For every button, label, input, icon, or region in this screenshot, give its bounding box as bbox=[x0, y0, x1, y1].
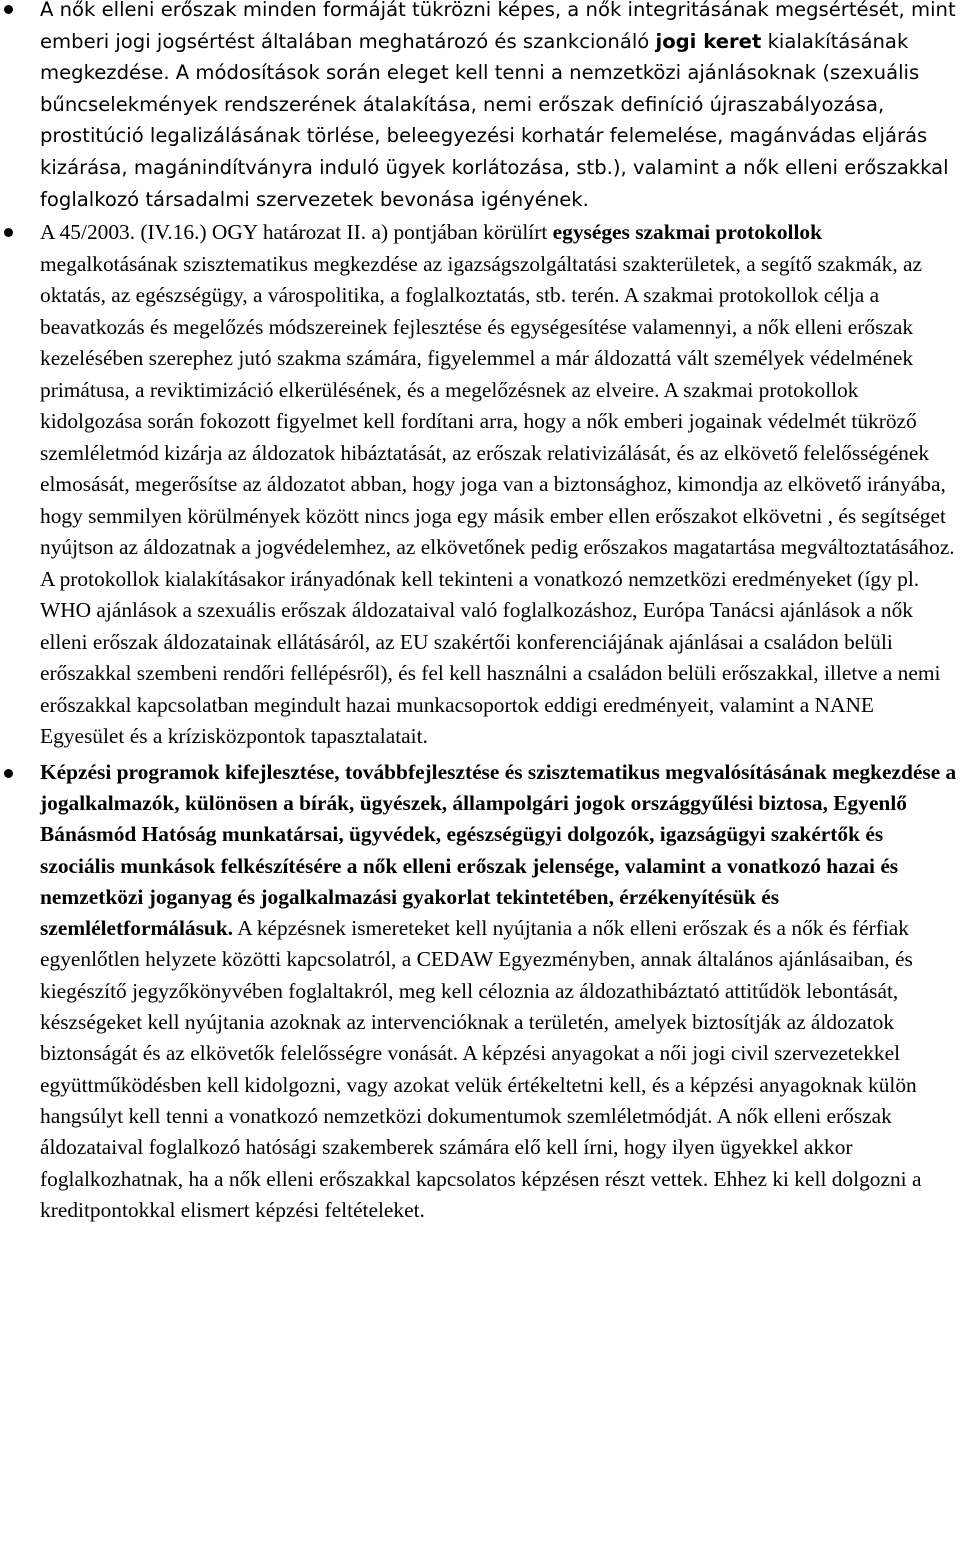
text-segment: A nők elleni erőszak minden formáját tükrözni képes, a nők integritásának megsértését, mint emberi jogi jogsértést általában meghatározó és szankcionáló bbox=[40, 0, 956, 53]
paragraph-professional-protocols bbox=[40, 217, 958, 753]
list-item-training-programs bbox=[0, 757, 960, 1226]
paragraph-legal-framework bbox=[40, 0, 958, 215]
bullet-marker bbox=[4, 769, 13, 778]
text-segment: A 45/2003. (IV.16.) OGY határozat II. a) pontjában körülírt bbox=[40, 220, 553, 245]
bold-phrase: jogi keret bbox=[655, 29, 762, 53]
list-item-legal-framework bbox=[0, 0, 960, 215]
bold-phrase: egységes szakmai protokollok bbox=[552, 220, 823, 245]
paragraph-training-programs bbox=[40, 757, 958, 1226]
bullet-marker bbox=[4, 5, 13, 14]
text-segment: A képzésnek ismereteket kell nyújtania a nők elleni erőszak és a nők és férfiak egyenlőtlen helyzete közötti kapcsolatról, a CEDAW Egyezményben, annak általános ajánlásaiban, és kiegészítő jegyzőkönyvében foglaltakról, meg kell céloznia az áldozathibáztató attitűdök lebontását, készségeket kell nyújtania azoknak az intervencióknak a területén, amelyek biztosítják az áldozatok biztonságát és az elkövetők felelősségre vonását. A képzési anyagokat a női jogi civil szervezetekkel együttműködésben kell kidolgozni, vagy azokat velük értékeltetni kell, és a képzési anyagoknak külön hangsúlyt kell tenni a vonatkozó nemzetközi dokumentumok szemléletmódját. A nők elleni erőszak áldozataival foglalkozó hatósági szakemberek számára elő kell írni, hogy ilyen ügyekkel akkor foglalkozhatnak, ha a nők elleni erőszakkal kapcsolatos képzésen részt vettek. Ehhez ki kell dolgozni a kreditpontokkal elismert képzési feltételeket. bbox=[40, 916, 922, 1222]
bold-phrase: Képzési programok kifejlesztése, továbbfejlesztése és szisztematikus megvalósításának megkezdése a jogalkalmazók, különösen a bírák, ügyészek, állampolgári jogok országgyűlési biztosa, Egyenlő Bánásmód Hatóság munkatársai, ügyvédek, egészségügyi dolgozók, igazságügyi szakértők és szociális munkások felkészítésére a nők elleni erőszak jelensége, valamint a vonatkozó hazai és nemzetközi joganyag és jogalkalmazási gyakorlat tekintetében, érzékenyítésük és szemléletformálásuk. bbox=[40, 759, 957, 941]
text-segment: megalkotásának szisztematikus megkezdése az igazságszolgáltatási szakterületek, a segítő szakmák, az oktatás, az egészségügy, a várospolitika, a foglalkoztatás, stb. terén. A szakmai protokollok célja a beavatkozás és megelőzés módszereinek fejlesztése és egységesítése valamennyi, a nők elleni erőszak kezelésében szerephez jutó szakma számára, figyelemmel a már áldozattá vált személyek védelmének primátusa, a reviktimizáció elkerülésének, és a megelőzésnek az elveire. A szakmai protokollok kidolgozása során fokozott figyelmet kell fordítani arra, hogy a nők emberi jogainak védelmét tükröző szemléletmód kizárja az áldozatok hibáztatását, az erőszak relativizálását, és az elkövető felelősségének elmosását, megerősítse az áldozatot abban, hogy joga van a biztonsághoz, kimondja az elkövető irányába, hogy semmilyen körülmények között nincs joga egy másik ember ellen erőszakot elkövetni , és segítséget nyújtson az áldozatnak a jogvédelemhez, az elkövetőnek pedig erőszakos magatartása megváltoztatásához. A protokollok kialakításakor irányadónak kell tekinteni a vonatkozó nemzetközi eredményeket (így pl. WHO ajánlások a szexuális erőszak áldozataival való foglalkozáshoz, Európa Tanácsi ajánlások a nők elleni erőszak áldozatainak ellátásáról, az EU szakértői konferenciájának ajánlásai a családon belüli erőszakkal szembeni rendőri fellépésről), és fel kell használni a családon belüli erőszakkal, illetve a nemi erőszakkal kapcsolatban megindult hazai munkacsoportok eddigi eredményeit, valamint a NANE Egyesület és a krízisközpontok tapasztalatait. bbox=[40, 251, 955, 749]
list-item-professional-protocols bbox=[0, 217, 960, 753]
bullet-marker bbox=[4, 228, 13, 237]
text-segment: kialakításának megkezdése. A módosítások során eleget kell tenni a nemzetközi ajánlásoknak (szexuális bűncselekmények rendszerének átalakítása, nemi erőszak definíció újraszabályozása, prostitúció legalizálásának törlése, beleegyezési korhatár felemelése, magánvádas eljárás kizárása, magánindítványra induló ügyek korlátozása, stb.), valamint a nők elleni erőszakkal foglalkozó társadalmi szervezetek bevonása igényének. bbox=[40, 29, 949, 211]
